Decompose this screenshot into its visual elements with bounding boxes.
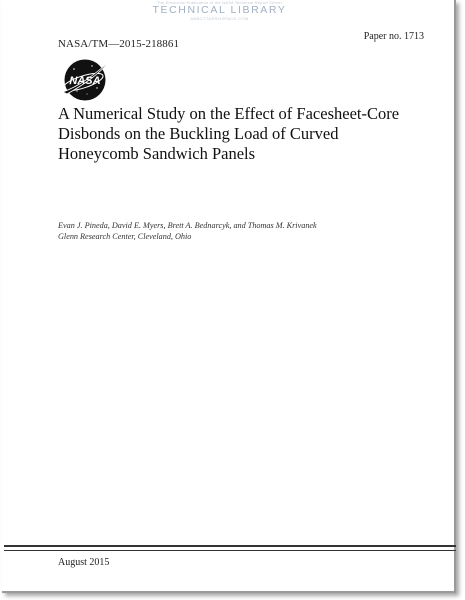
report-number: NASA/TM—2015-218861 xyxy=(58,38,180,50)
title-line-2: Disbonds on the Buckling Load of Curved xyxy=(58,124,339,143)
footer-rule-thick xyxy=(4,545,456,547)
document-page xyxy=(2,0,456,593)
watermark-url: ABBOTTAEROSPACE.COM xyxy=(190,16,249,21)
author-block xyxy=(58,220,448,242)
nasa-meatball-logo-icon xyxy=(59,58,113,102)
author-affiliation: Glenn Research Center, Cleveland, Ohio xyxy=(58,232,192,241)
author-names: Evan J. Pineda, David E. Myers, Brett A. Bednarcyk, and Thomas M. Krivanek xyxy=(58,221,317,230)
watermark-title: TECHNICAL LIBRARY xyxy=(152,4,287,16)
paper-title xyxy=(58,104,438,164)
watermark-tagline: The Electronic Publication of the NASA Technical Report Server xyxy=(156,0,283,5)
title-line-1: A Numerical Study on the Effect of Facesheet-Core xyxy=(58,104,400,123)
nasa-logo-text: NASA xyxy=(69,75,101,87)
publication-date: August 2015 xyxy=(58,557,110,568)
technical-library-watermark xyxy=(152,0,287,22)
footer-rule-thin xyxy=(4,550,456,551)
title-line-3: Honeycomb Sandwich Panels xyxy=(58,144,256,163)
paper-number: Paper no. 1713 xyxy=(363,31,424,42)
